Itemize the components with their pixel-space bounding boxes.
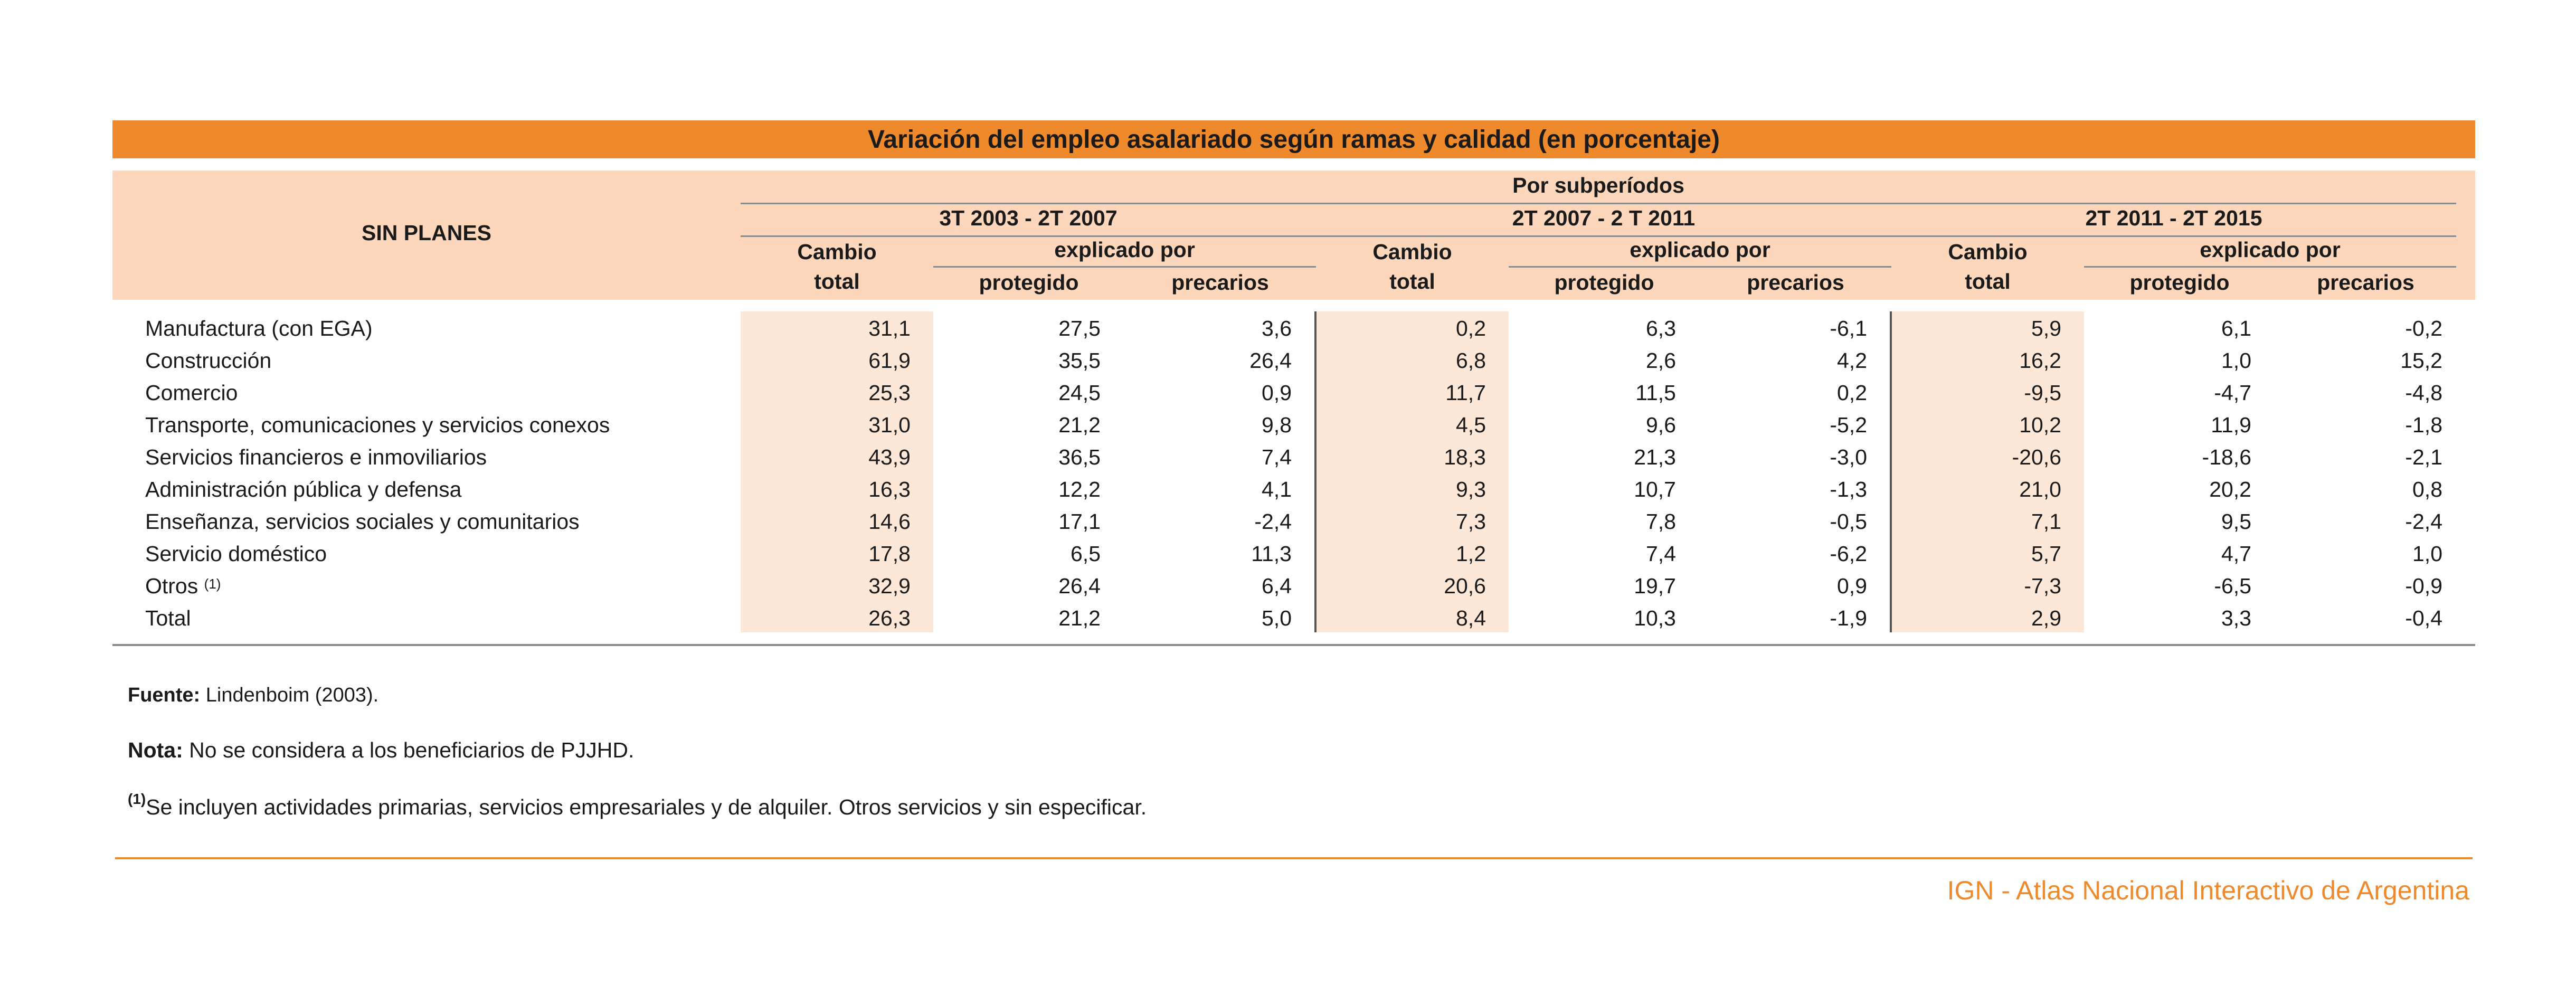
table-cell: 25,3 (868, 381, 911, 405)
table-cell: 6,3 (1646, 316, 1676, 340)
table-cell: 15,2 (2400, 348, 2442, 373)
row-label-header: SIN PLANES (361, 221, 492, 245)
row-label (145, 377, 238, 409)
table-cell: 7,4 (1646, 542, 1676, 566)
table-cell: 17,1 (1058, 509, 1101, 534)
table-cell: 0,8 (2412, 477, 2442, 501)
source-text: Lindenboim (2003). (200, 684, 379, 706)
table-cell: 4,7 (2221, 542, 2251, 566)
table-row (0, 473, 2576, 506)
table-cell: 24,5 (1058, 381, 1101, 405)
table-cell: 16,2 (2019, 348, 2061, 373)
total-label-1: total (814, 269, 860, 293)
table-cell: 3,3 (2221, 606, 2251, 630)
table-cell: -6,2 (1830, 542, 1867, 566)
cambio-label-1: Cambio (797, 240, 877, 264)
table-cell: 6,8 (1456, 348, 1486, 373)
row-label-text: Enseñanza, servicios sociales y comunitarios (145, 509, 580, 534)
table-cell: -5,2 (1830, 413, 1867, 437)
table-row (0, 441, 2576, 473)
source-note (128, 684, 378, 707)
table-row (0, 570, 2576, 602)
table-cell: 27,5 (1058, 316, 1101, 340)
table-cell: 0,2 (1837, 381, 1867, 405)
table-cell: -0,4 (2405, 606, 2442, 630)
table-cell: -1,9 (1830, 606, 1867, 630)
table-cell: -4,7 (2214, 381, 2251, 405)
precarios-label-2: precarios (1747, 270, 1844, 295)
precarios-label-3: precarios (2317, 270, 2414, 295)
table-cell: 7,3 (1456, 509, 1486, 534)
explicado-label-3: explicado por (2200, 238, 2341, 262)
table-cell: 4,1 (1262, 477, 1292, 501)
row-label (145, 570, 221, 602)
table-cell: 36,5 (1058, 445, 1101, 469)
table-cell: 6,4 (1262, 574, 1292, 598)
table-cell: 20,6 (1444, 574, 1486, 598)
table-cell: -4,8 (2405, 381, 2442, 405)
table-cell: 12,2 (1058, 477, 1101, 501)
table-cell: -0,5 (1830, 509, 1867, 534)
table-cell: 21,2 (1058, 606, 1101, 630)
table-cell: -18,6 (2202, 445, 2251, 469)
table-title-bar (112, 120, 2475, 158)
table-cell: -0,2 (2405, 316, 2442, 340)
table-title: Variación del empleo asalariado según ramas y calidad (en porcentaje) (868, 125, 1720, 154)
table-cell: 5,0 (1262, 606, 1292, 630)
table-cell: 61,9 (868, 348, 911, 373)
table-cell: 19,7 (1634, 574, 1676, 598)
table-cell: 4,2 (1837, 348, 1867, 373)
table-cell: 11,9 (2211, 413, 2251, 437)
row-label-text: Otros (145, 574, 198, 598)
total-label-2: total (1389, 269, 1435, 293)
table-cell: -1,3 (1830, 477, 1867, 501)
row-label (145, 506, 580, 538)
table-cell: 20,2 (2209, 477, 2251, 501)
footnote (128, 791, 1147, 820)
row-label-text: Servicio doméstico (145, 542, 327, 566)
table-cell: 7,1 (2031, 509, 2061, 534)
table-cell: 9,3 (1456, 477, 1486, 501)
table-cell: 32,9 (868, 574, 911, 598)
table-cell: -2,1 (2405, 445, 2442, 469)
cambio-label-2: Cambio (1372, 240, 1452, 264)
table-cell: 1,2 (1456, 542, 1486, 566)
cambio-label-3: Cambio (1948, 240, 2028, 264)
table-cell: -9,5 (2024, 381, 2061, 405)
table-cell: -6,1 (1830, 316, 1867, 340)
table-cell: -20,6 (2012, 445, 2061, 469)
group-header: Por subperíodos (1512, 173, 1684, 197)
table-cell: 7,8 (1646, 509, 1676, 534)
nota-label: Nota: (128, 738, 183, 762)
table-cell: 17,8 (868, 542, 911, 566)
row-label-text: Construcción (145, 348, 272, 373)
table-cell: 10,3 (1634, 606, 1676, 630)
row-label (145, 473, 461, 506)
table-cell: 26,4 (1249, 348, 1292, 373)
nota-note (128, 738, 634, 763)
period-header-2: 2T 2007 - 2 T 2011 (1512, 206, 1696, 230)
table-cell: 43,9 (868, 445, 911, 469)
period-header-1: 3T 2003 - 2T 2007 (939, 206, 1117, 230)
table-cell: 4,5 (1456, 413, 1486, 437)
table-cell: -7,3 (2024, 574, 2061, 598)
table-cell: 16,3 (868, 477, 911, 501)
row-label (145, 441, 487, 473)
table-row (0, 377, 2576, 409)
table-cell: 31,0 (868, 413, 911, 437)
table-cell: 11,3 (1251, 542, 1292, 566)
table-cell: 2,6 (1646, 348, 1676, 373)
protegido-label-2: protegido (1554, 270, 1654, 295)
table-cell: 35,5 (1058, 348, 1101, 373)
row-label-text: Comercio (145, 381, 238, 405)
explicado-label-2: explicado por (1630, 238, 1770, 262)
total-label-3: total (1965, 269, 2011, 293)
table-cell: 14,6 (868, 509, 911, 534)
precarios-label-1: precarios (1171, 270, 1269, 295)
explicado-underline-3 (2084, 266, 2456, 268)
table-cell: 21,3 (1634, 445, 1676, 469)
table-cell: 6,1 (2221, 316, 2251, 340)
group-underline (741, 203, 2456, 204)
table-cell: -0,9 (2405, 574, 2442, 598)
table-cell: 9,5 (2221, 509, 2251, 534)
source-label: Fuente: (128, 684, 201, 706)
table-cell: 9,8 (1262, 413, 1292, 437)
table-cell: 3,6 (1262, 316, 1292, 340)
table-cell: 21,0 (2019, 477, 2061, 501)
table-cell: 1,0 (2412, 542, 2442, 566)
period-underline (741, 235, 2456, 237)
table-cell: 10,7 (1634, 477, 1676, 501)
table-cell: 1,0 (2221, 348, 2251, 373)
table-row (0, 312, 2576, 345)
table-cell: 9,6 (1646, 413, 1676, 437)
protegido-label-1: protegido (979, 270, 1079, 295)
table-cell: 11,7 (1445, 381, 1486, 405)
footnote-mark: (1) (128, 791, 146, 807)
row-label (145, 409, 610, 441)
row-label-text: Manufactura (con EGA) (145, 316, 373, 340)
table-row (0, 506, 2576, 538)
row-label-text: Administración pública y defensa (145, 477, 462, 501)
table-cell: 5,7 (2031, 542, 2061, 566)
table-cell: 8,4 (1456, 606, 1486, 630)
row-label-text: Total (145, 606, 191, 630)
footer-rule (115, 857, 2473, 859)
table-cell: 6,5 (1071, 542, 1101, 566)
row-label (145, 345, 271, 377)
footnote-text: Se incluyen actividades primarias, servicios empresariales y de alquiler. Otros servicios y sin especificar. (146, 795, 1147, 819)
period-header-3: 2T 2011 - 2T 2015 (2085, 206, 2262, 230)
row-label (145, 312, 373, 345)
table-cell: 21,2 (1058, 413, 1101, 437)
nota-text: No se considera a los beneficiarios de PJJHD. (183, 738, 634, 762)
table-cell: 7,4 (1262, 445, 1292, 469)
explicado-underline-1 (933, 266, 1316, 268)
table-row (0, 538, 2576, 570)
row-label (145, 602, 191, 634)
table-cell: -2,4 (1254, 509, 1292, 534)
table-cell: 31,1 (868, 316, 911, 340)
table-cell: 26,3 (868, 606, 911, 630)
table-cell: 26,4 (1058, 574, 1101, 598)
table-cell: 10,2 (2019, 413, 2061, 437)
table-cell: 5,9 (2031, 316, 2061, 340)
row-label (145, 538, 327, 570)
table-cell: 0,9 (1837, 574, 1867, 598)
row-label-text: Transporte, comunicaciones y servicios conexos (145, 413, 610, 437)
table-cell: -6,5 (2214, 574, 2251, 598)
table-row (0, 602, 2576, 634)
protegido-label-3: protegido (2129, 270, 2230, 295)
footnote-marker: (1) (204, 576, 221, 592)
table-row (0, 345, 2576, 377)
table-cell: 18,3 (1444, 445, 1486, 469)
table-cell: 0,2 (1456, 316, 1486, 340)
table-cell: 2,9 (2031, 606, 2061, 630)
table-cell: -1,8 (2405, 413, 2442, 437)
table-bottom-rule (112, 644, 2475, 646)
table-row (0, 409, 2576, 441)
explicado-label-1: explicado por (1054, 238, 1195, 262)
row-label-text: Servicios financieros e inmoviliarios (145, 445, 487, 469)
table-cell: -2,4 (2405, 509, 2442, 534)
table-cell: -3,0 (1830, 445, 1867, 469)
table-cell: 0,9 (1262, 381, 1292, 405)
table-cell: 11,5 (1635, 381, 1676, 405)
explicado-underline-2 (1509, 266, 1891, 268)
footer-credit: IGN - Atlas Nacional Interactivo de Argentina (1947, 876, 2469, 905)
